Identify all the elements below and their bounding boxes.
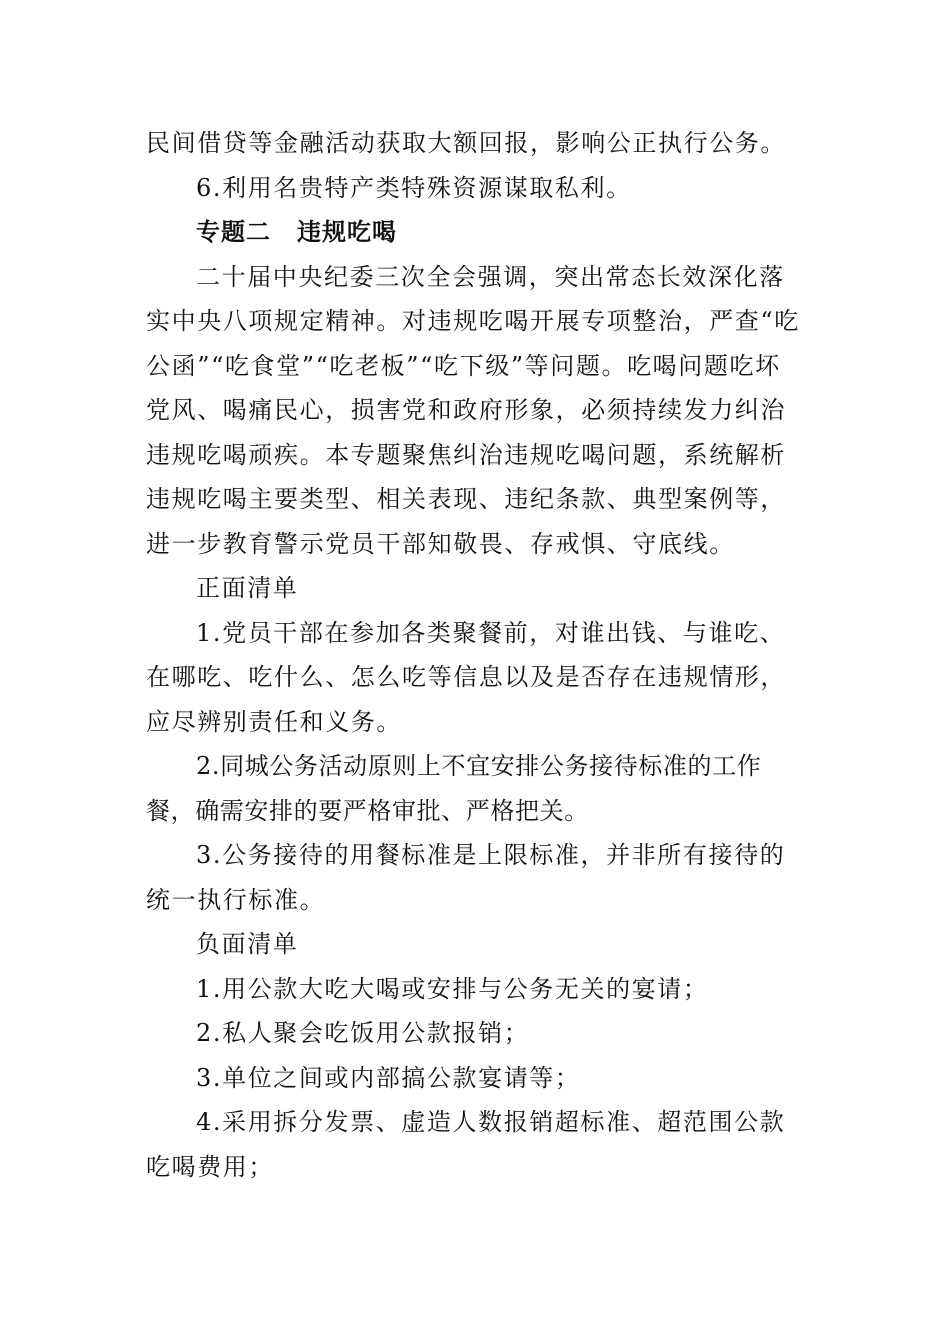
section-heading-number: 专题二	[196, 218, 271, 246]
paragraph-continuation: 民间借贷等金融活动获取大额回报，影响公正执行公务。	[146, 129, 786, 157]
intro-paragraph: 二十届中央纪委三次全会强调，突出常态长效深化落实中央八项规定精神。对违规吃喝开展专项整治，严查“吃公函”“吃食堂”“吃老板”“吃下级”等问题。吃喝问题吃坏党风、喝痛民心，损害党和政府形象，必须持续发力纠治违规吃喝顽疾。本专题聚焦纠治违规吃喝问题，系统解析违规吃喝主要类型、相关表现、违纪条款、典型案例等，进一步教育警示党员干部知敬畏、存戒惧、守底线。	[146, 262, 800, 558]
positive-item-2: 2.同城公务活动原则上不宜安排公务接待标准的工作餐，确需安排的要严格审批、严格把关。	[146, 752, 762, 825]
section-heading	[146, 210, 806, 255]
document-page	[146, 121, 806, 1189]
positive-list-title: 正面清单	[196, 574, 299, 602]
negative-item-2: 2.私人聚会吃饭用公款报销；	[196, 1019, 530, 1047]
positive-item-1: 1.党员干部在参加各类聚餐前，对谁出钱、与谁吃、在哪吃、吃什么、怎么吃等信息以及是否存在违规情形，应尽辨别责任和义务。	[146, 618, 786, 736]
negative-item-1: 1.用公款大吃大喝或安排与公务无关的宴请；	[196, 974, 709, 1003]
positive-item-3: 3.公务接待的用餐标准是上限标准，并非所有接待的统一执行标准。	[146, 841, 786, 914]
negative-item-3: 3.单位之间或内部搞公款宴请等；	[196, 1063, 581, 1092]
list-item-6: 6.利用名贵特产类特殊资源谋取私利。	[196, 173, 632, 202]
section-heading-title: 违规吃喝	[297, 218, 397, 246]
negative-list-title: 负面清单	[196, 930, 299, 958]
negative-item-4: 4.采用拆分发票、虚造人数报销超标准、超范围公款吃喝费用；	[146, 1108, 786, 1181]
